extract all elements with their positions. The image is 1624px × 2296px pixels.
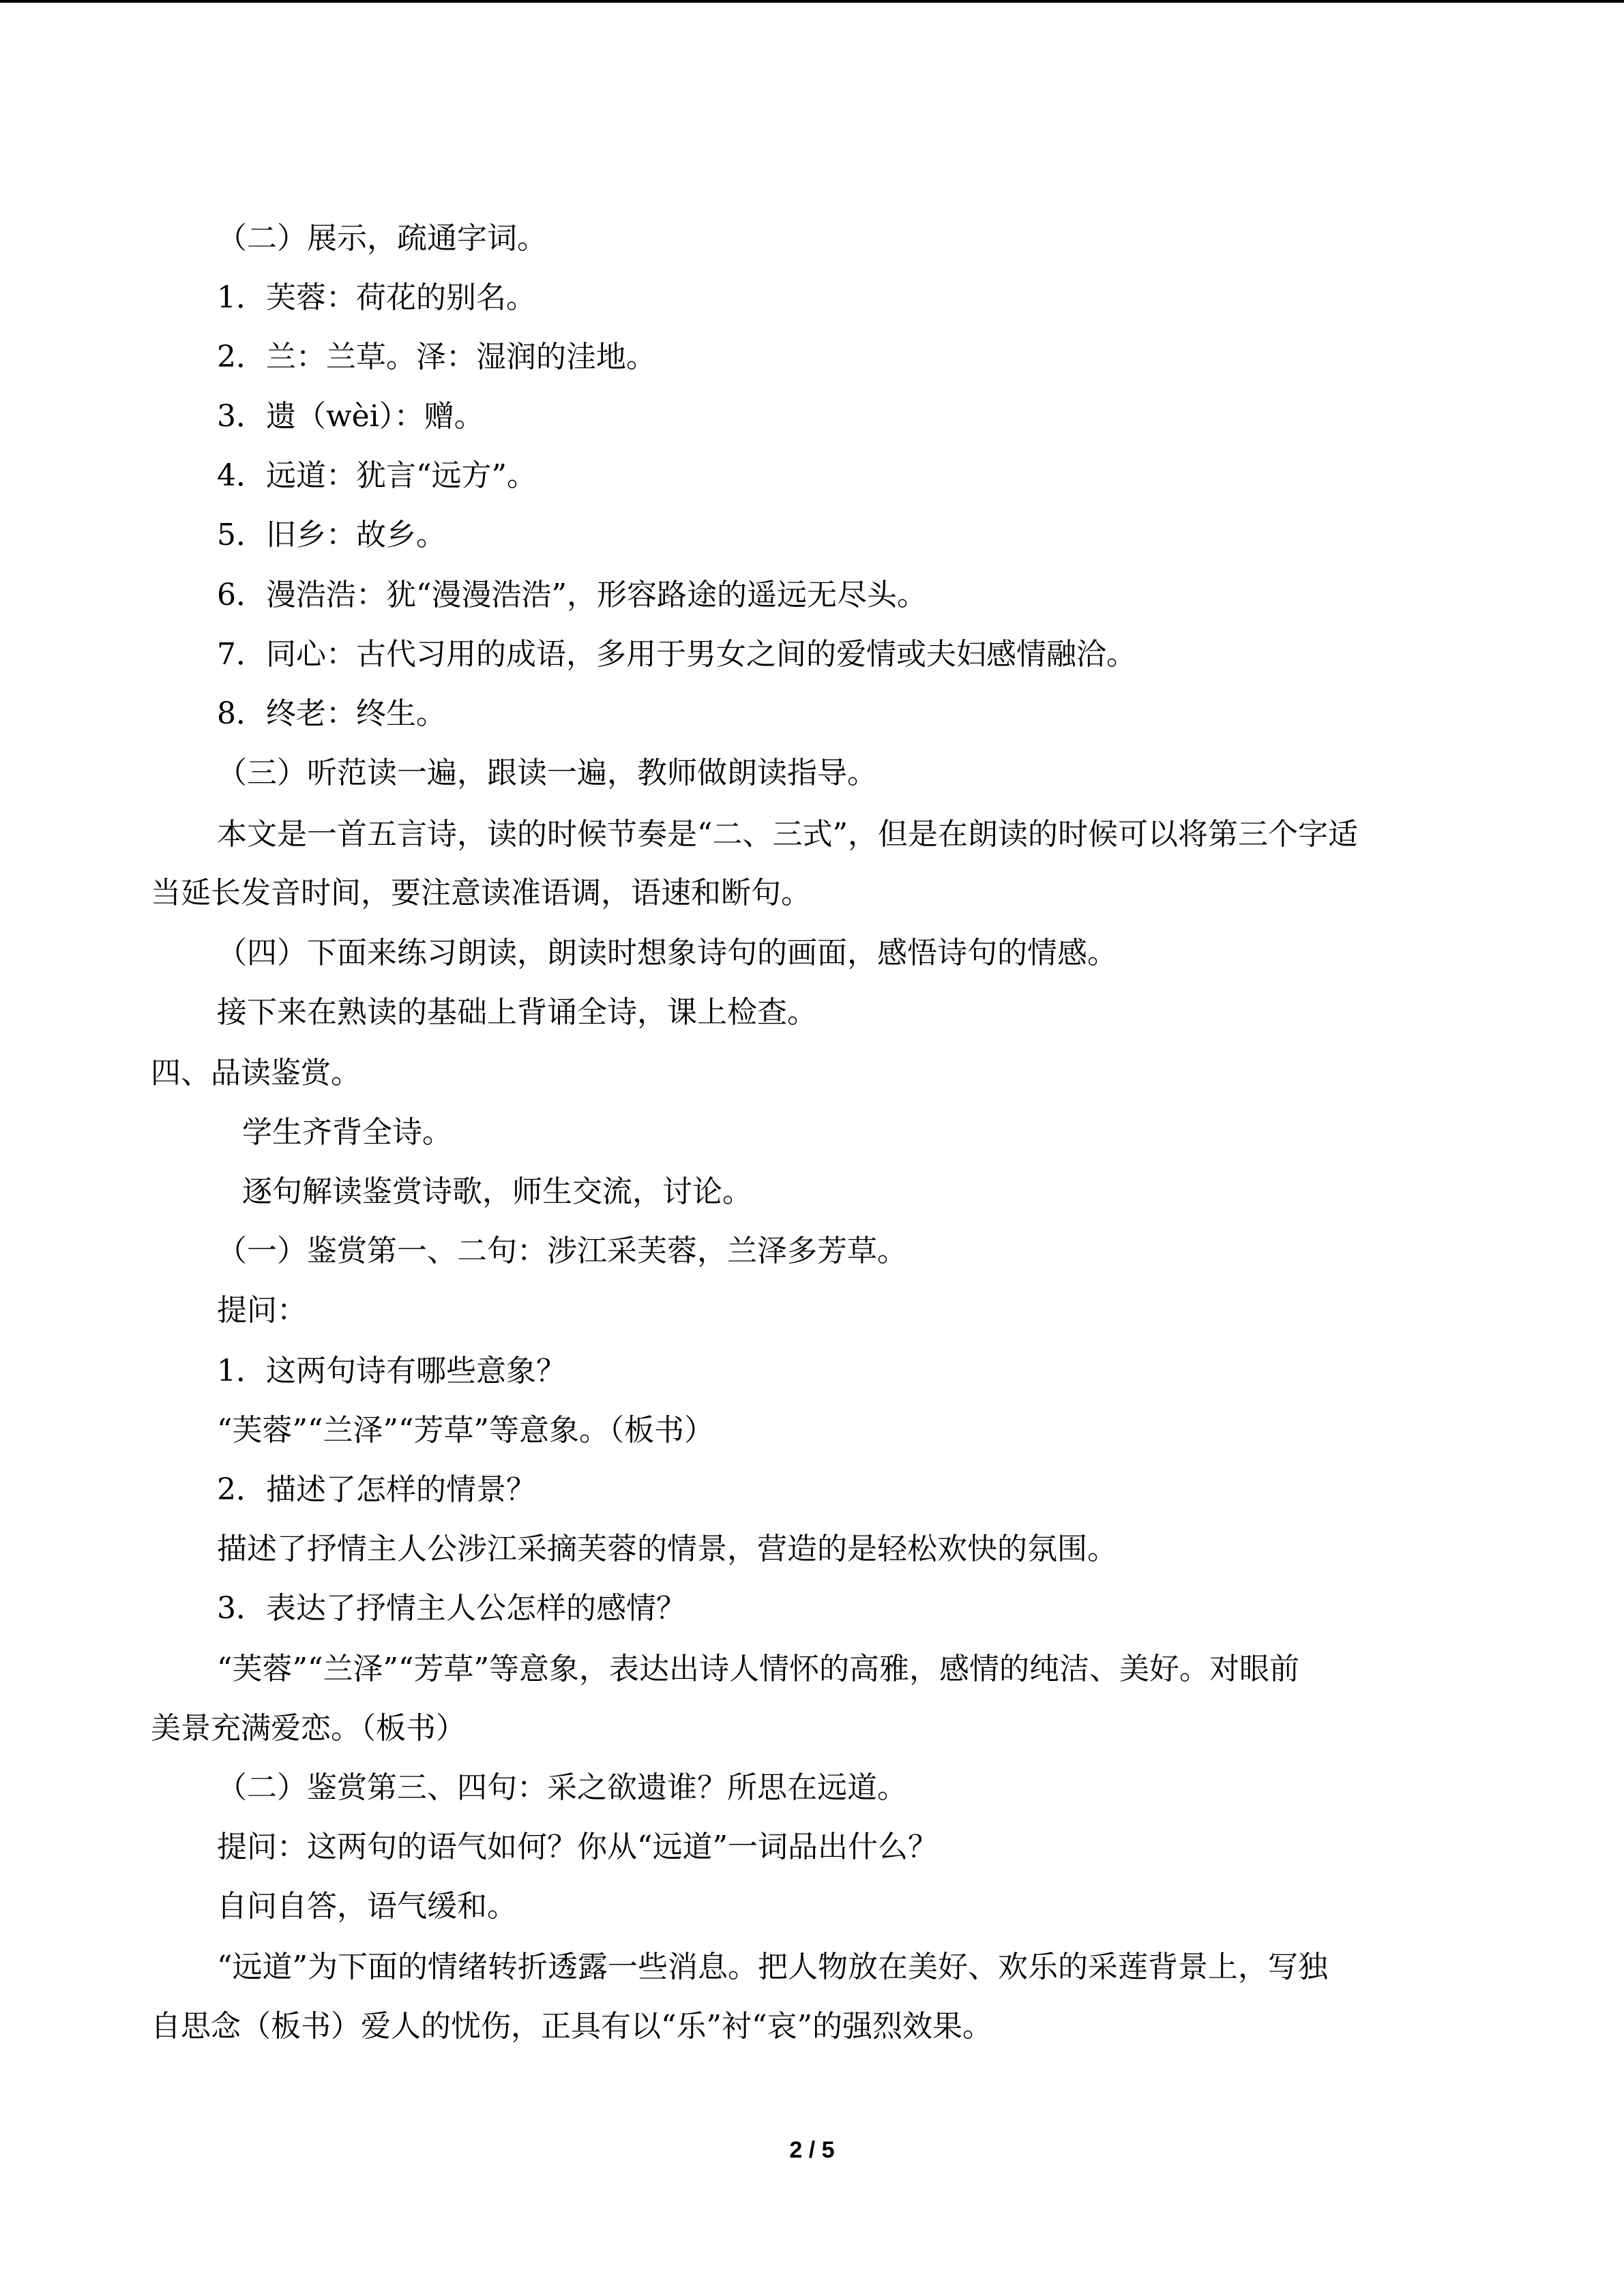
text-line: 本文是一首五言诗，读的时候节奏是“二、三式”，但是在朗读的时候可以将第三个字适	[217, 817, 1358, 852]
text-line: 1．芙蓉：荷花的别名。	[217, 280, 536, 315]
text-line: 接下来在熟读的基础上背诵全诗，课上检查。	[217, 995, 817, 1030]
text-line: 描述了抒情主人公涉江采摘芙蓉的情景，营造的是轻松欢快的氛围。	[217, 1532, 1117, 1566]
text-line: （二）鉴赏第三、四句：采之欲遗谁？所思在远道。	[217, 1770, 907, 1805]
text-line: 当延长发音时间，要注意读准语调，语速和断句。	[151, 876, 811, 910]
text-line: 自思念（板书）爱人的忧伤，正具有以“乐”衬“哀”的强烈效果。	[151, 2009, 992, 2044]
text-line: （三）听范读一遍，跟读一遍，教师做朗读指导。	[217, 756, 877, 790]
text-line: 1．这两句诗有哪些意象？	[217, 1354, 566, 1388]
text-line: 3．遗（wèi）：赠。	[217, 399, 484, 434]
text-line: “远道”为下面的情绪转折透露一些消息。把人物放在美好、欢乐的采莲背景上，写独	[217, 1950, 1328, 1984]
text-line: 美景充满爱恋。（板书）	[151, 1711, 466, 1746]
text-line: 5．旧乡：故乡。	[217, 518, 446, 552]
text-line: 3．表达了抒情主人公怎样的感情？	[217, 1591, 686, 1626]
section-heading: 四、品读鉴赏。	[151, 1056, 361, 1090]
text-line: （二）展示，疏通字词。	[217, 221, 547, 256]
text-line: 2．描述了怎样的情景？	[217, 1472, 536, 1507]
text-line: （一）鉴赏第一、二句：涉江采芙蓉，兰泽多芳草。	[217, 1234, 907, 1268]
text-line: 逐句解读鉴赏诗歌，师生交流，讨论。	[242, 1174, 752, 1209]
text-line: 2．兰：兰草。泽：湿润的洼地。	[217, 340, 656, 374]
text-line: 7．同心：古代习用的成语，多用于男女之间的爱情或夫妇感情融洽。	[217, 637, 1136, 672]
page-number: 2 / 5	[789, 2137, 835, 2163]
text-line: 8．终老：终生。	[217, 696, 446, 731]
text-line: “芙蓉”“兰泽”“芳草”等意象。（板书）	[217, 1413, 714, 1448]
text-line: 学生齐背全诗。	[242, 1115, 452, 1150]
text-line: 6．漫浩浩：犹“漫漫浩浩”，形容路途的遥远无尽头。	[217, 578, 927, 612]
text-line: 4．远道：犹言“远方”。	[217, 458, 537, 493]
text-line: “芙蓉”“兰泽”“芳草”等意象，表达出诗人情怀的高雅，感情的纯洁、美好。对眼前	[217, 1652, 1299, 1686]
text-line: 提问：这两句的语气如何？你从“远道”一词品出什么？	[217, 1830, 938, 1864]
text-line: （四）下面来练习朗读，朗读时想象诗句的画面，感悟诗句的情感。	[217, 936, 1117, 970]
text-line: 提问：	[217, 1293, 307, 1328]
text-line: 自问自答，语气缓和。	[217, 1889, 517, 1924]
